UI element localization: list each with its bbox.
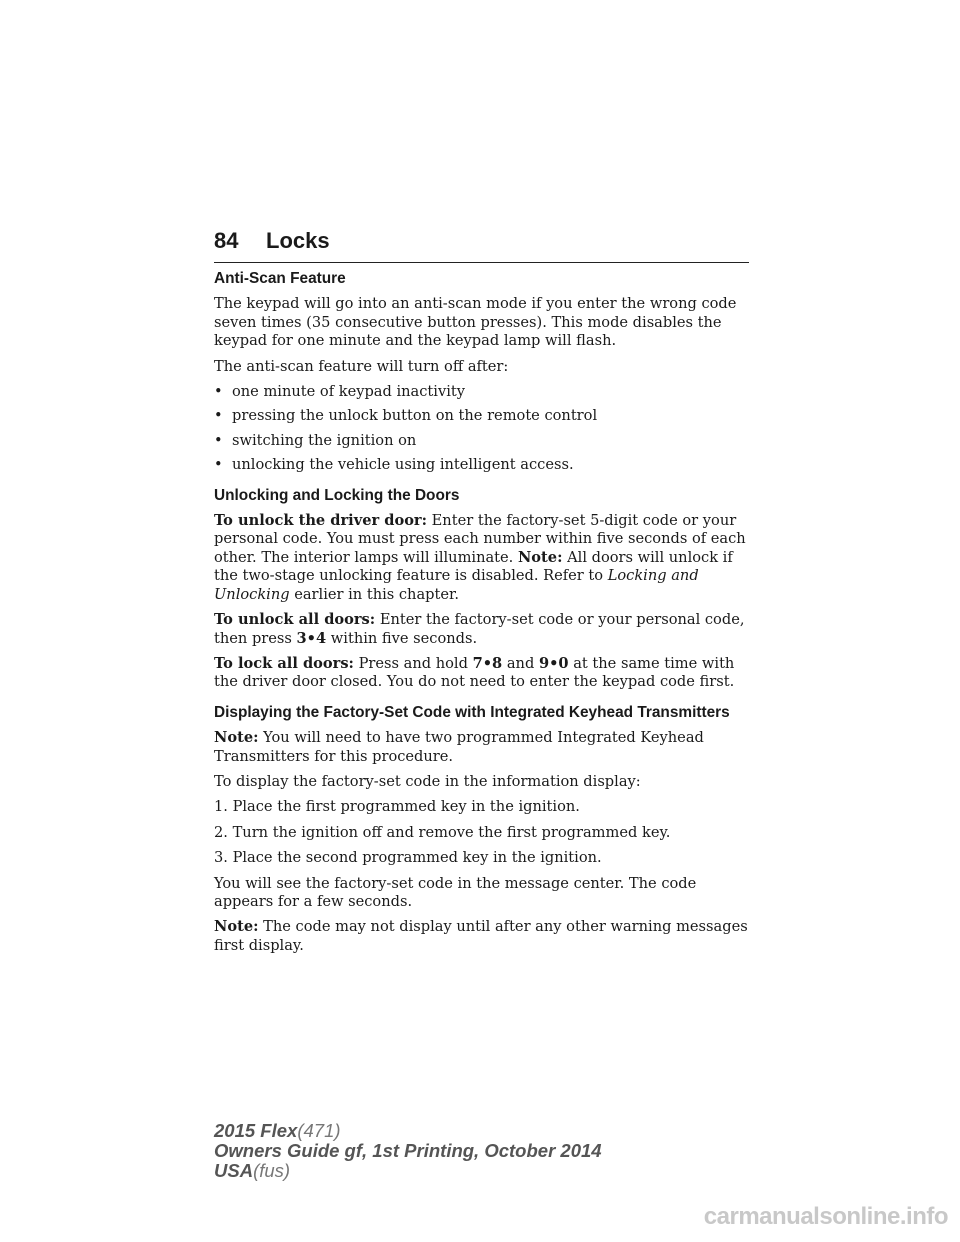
footer-region: USA [214, 1160, 254, 1181]
factory-note-paragraph: Note: You will need to have two programmed Integrated Keyhead Transmitters for this procedure. [214, 729, 704, 765]
list-item: • switching the ignition on [214, 431, 417, 449]
bullet-icon: • [214, 431, 223, 449]
bullet-icon: • [214, 407, 223, 425]
footer-model: 2015 Flex [214, 1120, 298, 1141]
bullet-icon: • [214, 383, 223, 401]
unlock-all-paragraph: To unlock all doors: Enter the factory-set code or your personal code, then press 3•4 within five seconds. [214, 611, 745, 647]
driver-door-paragraph: To unlock the driver door: Enter the factory-set 5-digit code or your personal code. You must press each number within five seconds of each other. The interior lamps will illuminate. Note: All doors will unlock if the two-stage unlocking feature is disabled. Refer to Locking and Unlocking earlier in this chapter. [214, 512, 746, 603]
anti-scan-intro: The anti-scan feature will turn off after: [214, 357, 509, 375]
page-header [214, 228, 749, 263]
section-heading-factory-code: Displaying the Factory-Set Code with Integrated Keyhead Transmitters [214, 703, 730, 721]
step-item: 2. Turn the ignition off and remove the first programmed key. [214, 823, 671, 841]
list-item: • unlocking the vehicle using intelligent access. [214, 456, 574, 474]
section-heading-anti-scan: Anti-Scan Feature [214, 270, 346, 287]
print-footer [214, 1121, 602, 1181]
bullet-icon: • [214, 456, 223, 474]
lock-all-paragraph: To lock all doors: Press and hold 7•8 and 9•0 at the same time with the driver door closed. You do not need to enter the keypad code first. [214, 654, 735, 691]
factory-result: You will see the factory-set code in the message center. The code appears for a few seconds. [214, 874, 697, 910]
step-item: 1. Place the first programmed key in the ignition. [214, 798, 580, 816]
factory-intro: To display the factory-set code in the information display: [214, 772, 641, 790]
page-number: 84 [214, 228, 239, 253]
page-body [214, 270, 754, 962]
footer-model-code: (471) [297, 1120, 341, 1141]
cross-reference: Locking and Unlocking [214, 567, 699, 603]
footer-region-code: (fus) [253, 1160, 291, 1181]
factory-note2-paragraph: Note: The code may not display until after any other warning messages first display. [214, 918, 748, 954]
watermark-text: carmanualsonline.info [703, 1203, 948, 1230]
footer-guide: Owners Guide gf, 1st Printing, October 2014 [214, 1140, 602, 1161]
step-item: 3. Place the second programmed key in the ignition. [214, 849, 602, 867]
anti-scan-paragraph: The keypad will go into an anti-scan mode if you enter the wrong code seven times (35 consecutive button presses). This mode disables the keypad for one minute and the keypad lamp will flash. [214, 295, 737, 350]
section-heading-unlocking: Unlocking and Locking the Doors [214, 486, 460, 504]
chapter-title: Locks [266, 228, 330, 253]
list-item: • pressing the unlock button on the remote control [214, 407, 598, 425]
list-item: • one minute of keypad inactivity [214, 383, 465, 401]
